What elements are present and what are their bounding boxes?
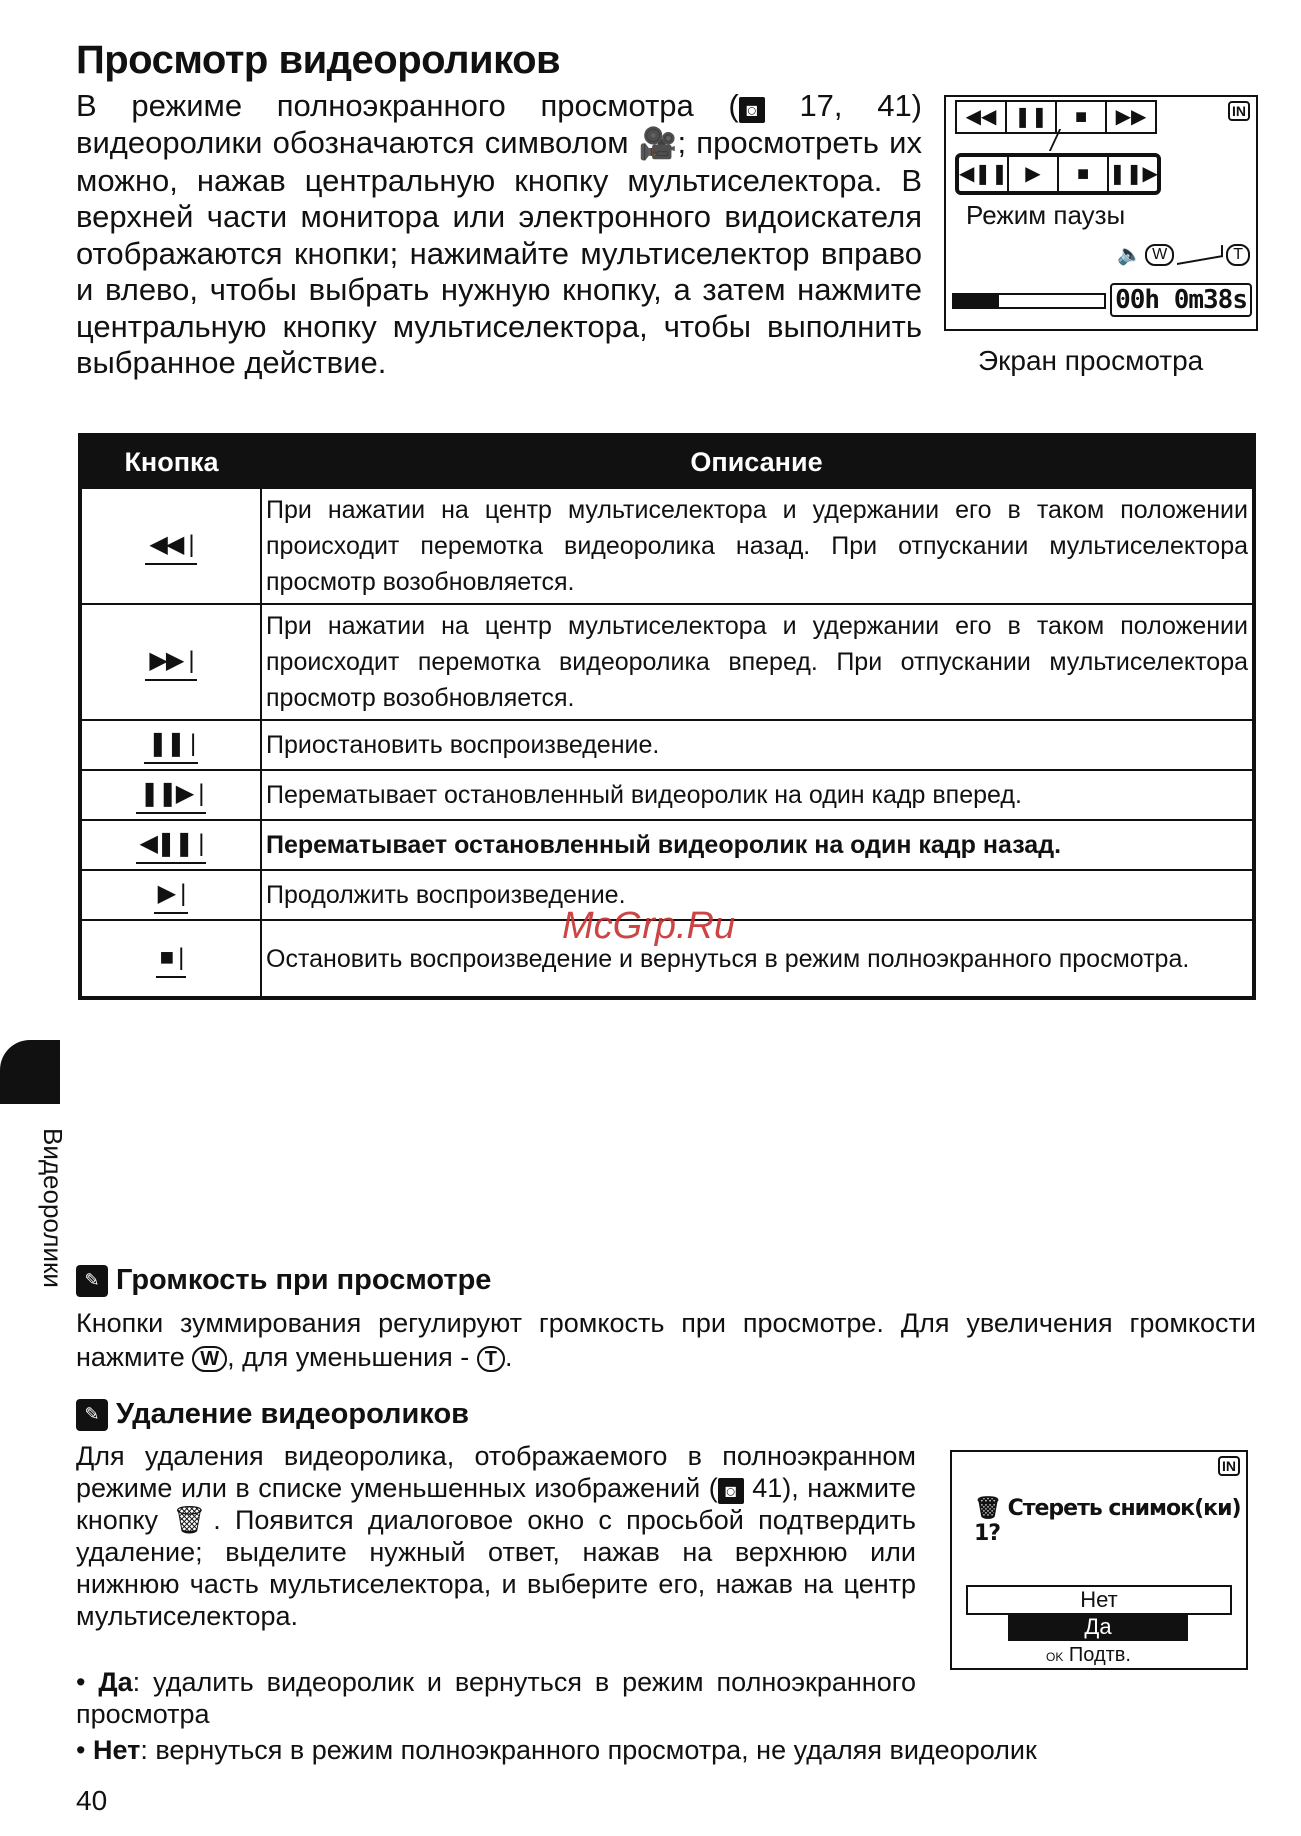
stop-icon: ■ | <box>156 940 187 978</box>
page-title: Просмотр видеороликов <box>76 38 561 82</box>
time-counter: 00h 0m38s <box>1110 283 1252 317</box>
volume-text-3: . <box>505 1342 513 1372</box>
progress-bar <box>952 293 1106 309</box>
table-row <box>80 820 1254 870</box>
fast-forward-icon: ▶▶ <box>1115 106 1147 128</box>
row-description: Перематывает остановленный видеоролик на один кадр вперед. <box>261 770 1254 820</box>
delete-heading <box>76 1398 469 1431</box>
header-button: Кнопка <box>80 435 261 488</box>
row-description: При нажатии на центр мультиселектора и удержании его в таком положении происходит перемотка видеоролика назад. При отпускании мультиселектора просмотр возобновляется. <box>261 488 1254 604</box>
ok-icon: OK <box>1046 1650 1064 1664</box>
play-icon: ▶ <box>1009 157 1059 191</box>
playback-screen-illustration <box>944 95 1258 331</box>
section-tab-marker <box>0 1040 60 1104</box>
top-control-bar <box>955 100 1157 134</box>
screen-caption: Экран просмотра <box>978 345 1204 376</box>
row-description: При нажатии на центр мультиселектора и удержании его в таком положении происходит перемотка видеоролика вперед. При отпускании мультиселектора просмотр возобновляется. <box>261 604 1254 720</box>
pause-status: Режим паузы <box>966 200 1126 230</box>
progress-fill <box>954 295 999 307</box>
trash-icon: 🗑 <box>172 1505 214 1535</box>
table-row <box>80 604 1254 720</box>
delete-text-3: . Появится диалоговое окно с просьбой подтвердить удаление; выделите нужный ответ, нажав на верхнюю или нижнюю часть мультиселектора, и выберите его, нажав на центр мультиселектора. <box>76 1505 916 1631</box>
table-row <box>80 488 1254 604</box>
side-label-text: Видеоролики <box>38 1128 68 1288</box>
page-number: 40 <box>76 1785 108 1816</box>
watermark: McGrp.Ru <box>562 905 736 947</box>
row-description: Продолжить воспроизведение. <box>261 870 1254 920</box>
speaker-icon: 🔈 <box>1117 244 1143 266</box>
no-term: Нет <box>92 1735 141 1765</box>
row-description: Приостановить воспроизведение. <box>261 720 1254 770</box>
delete-dialog-illustration <box>950 1450 1248 1670</box>
intro-text-1: В режиме полноэкранного просмотра ( <box>76 88 739 123</box>
internal-memory-icon: IN <box>1218 1456 1240 1476</box>
tip-icon: ✎ <box>76 1399 108 1431</box>
volume-indicator <box>1117 242 1250 267</box>
delete-heading-text: Удаление видеороликов <box>116 1398 469 1430</box>
stop-icon: ■ <box>1059 157 1109 191</box>
tip-icon: ✎ <box>76 1265 108 1297</box>
selected-control-bar <box>955 153 1161 195</box>
side-section-label <box>22 1128 66 1328</box>
volume-heading-text: Громкость при просмотре <box>116 1264 492 1296</box>
table-row <box>80 770 1254 820</box>
volume-heading <box>76 1264 491 1297</box>
rewind-icon: ◀◀ <box>957 102 1007 132</box>
volume-text-2: , для уменьшения - <box>227 1342 477 1372</box>
intro-text-2: 17, 41) видеоролики обозначаются символом <box>76 88 923 160</box>
dialog-no-option: Нет <box>966 1585 1232 1615</box>
table-header <box>80 435 1254 488</box>
fast-forward-icon: ▶▶ | <box>145 643 196 681</box>
pause-icon: ❚❚ | <box>144 726 198 764</box>
frame-forward-icon: ❚❚▶ <box>1109 163 1158 185</box>
zoom-t-key-icon: T <box>477 1346 505 1372</box>
dialog-yes-option: Да <box>1008 1613 1188 1641</box>
movie-icon: 🎥 <box>638 126 678 162</box>
volume-t-label: T <box>1226 244 1250 266</box>
intro-paragraph <box>76 88 922 382</box>
frame-back-icon: ◀❚❚ | <box>136 826 207 864</box>
header-description: Описание <box>261 435 1254 488</box>
reference-icon: ◙ <box>739 97 765 123</box>
row-description: Остановить воспроизведение и вернуться в режим полноэкранного просмотра. <box>261 920 1254 998</box>
reference-icon: ◙ <box>718 1478 744 1504</box>
delete-text-2: 41), нажмите кнопку <box>76 1473 916 1535</box>
yes-term: Да <box>98 1667 133 1697</box>
rewind-icon: ◀◀ | <box>145 527 196 565</box>
internal-memory-icon: IN <box>1228 101 1250 121</box>
volume-paragraph <box>76 1306 1256 1374</box>
zoom-w-key-icon: W <box>192 1346 227 1372</box>
table-row <box>80 720 1254 770</box>
delete-paragraph <box>76 1440 916 1632</box>
volume-wedge <box>1177 244 1223 264</box>
list-item: • Нет: вернуться в режим полноэкранного просмотра, не удаляя видеоролик <box>76 1735 1037 1765</box>
dialog-ok-hint <box>1046 1644 1131 1667</box>
no-text: : вернуться в режим полноэкранного просмотра, не удаляя видеоролик <box>140 1735 1037 1765</box>
dialog-ok-label: Подтв. <box>1068 1644 1131 1666</box>
volume-text-1: Кнопки зуммирования регулируют громкость при просмотре. Для увеличения громкости нажмите <box>76 1308 1256 1372</box>
answer-list-2 <box>76 1734 1256 1766</box>
intro-text-3: ; просмотреть их можно, нажав центральную кнопку мультиселектора. В верхней части монитора или электронного видоискателя отображаются кнопки; нажимайте мультиселектор вправо и влево, чтобы выбрать нужную кнопку, а затем нажмите центральную кнопку мультиселектора, чтобы выполнить выбранное действие. <box>76 124 922 381</box>
pause-icon: ❚❚ <box>1007 102 1057 132</box>
answer-list <box>76 1666 916 1730</box>
frame-back-icon: ◀❚❚ <box>959 157 1009 191</box>
stop-icon: ■ <box>1057 102 1107 132</box>
list-item: • Да: удалить видеоролик и вернуться в режим полноэкранного просмотра <box>76 1667 916 1729</box>
frame-forward-icon: ❚❚▶ | <box>136 776 207 814</box>
dialog-question: 🗑 Стереть снимок(ки) 1? <box>974 1496 1241 1546</box>
delete-text-1: Для удаления видеоролика, отображаемого в полноэкранном режиме или в списке уменьшенных изображений ( <box>76 1441 916 1503</box>
volume-w-label: W <box>1145 244 1174 266</box>
yes-text: : удалить видеоролик и вернуться в режим полноэкранного просмотра <box>76 1667 916 1729</box>
row-description: Перематывает остановленный видеоролик на один кадр назад. <box>261 820 1254 870</box>
play-icon: ▶ | <box>154 876 189 914</box>
